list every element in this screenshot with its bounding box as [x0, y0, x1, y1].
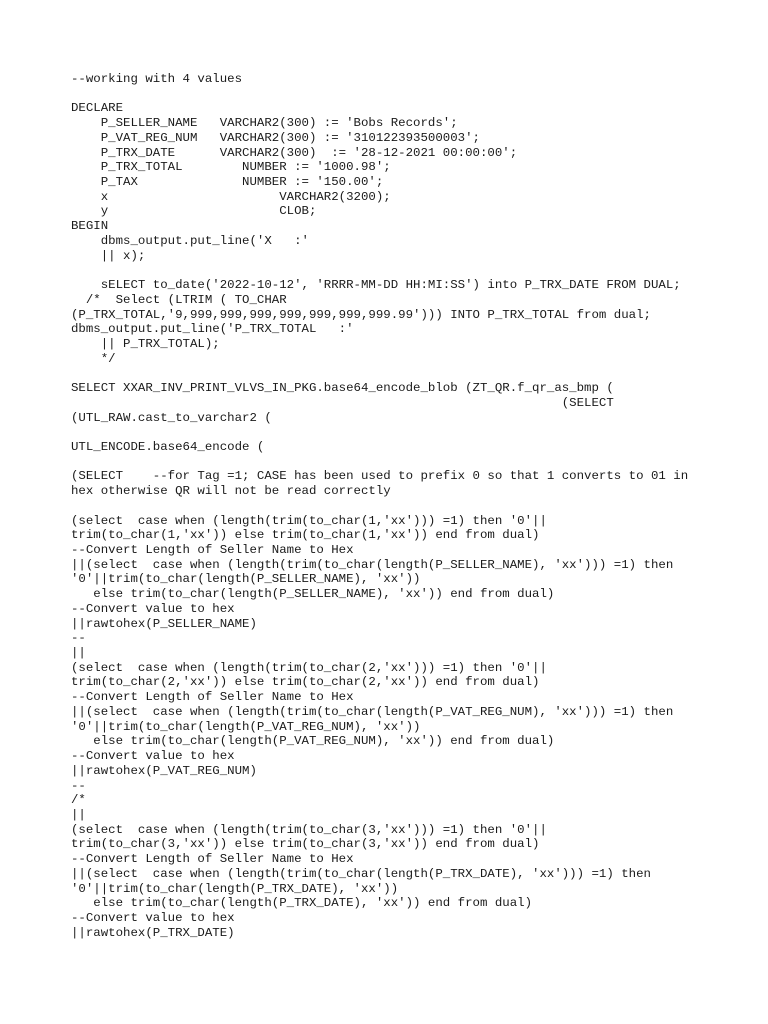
code-line: hex otherwise QR will not be read correctly — [71, 484, 391, 499]
code-line: /* Select (LTRIM ( TO_CHAR — [71, 292, 287, 307]
code-line — [71, 87, 751, 102]
code-line: dbms_output.put_line('X :' — [71, 233, 309, 248]
code-line: (P_TRX_TOTAL,'9,999,999,999,999,999,999,999.99'))) INTO P_TRX_TOTAL from dual; — [71, 307, 651, 322]
code-line: (SELECT — [71, 395, 614, 410]
code-line: else trim(to_char(length(P_TRX_DATE), 'xx')) end from dual) — [71, 896, 533, 911]
code-line: P_TRX_TOTAL NUMBER := '1000.98'; — [71, 160, 391, 175]
code-line: --Convert value to hex — [71, 910, 235, 925]
code-line — [71, 455, 751, 470]
code-line: -- — [71, 778, 86, 793]
code-line: || x); — [71, 248, 146, 263]
code-line: || — [71, 646, 86, 661]
code-line: trim(to_char(1,'xx')) else trim(to_char(1,'xx')) end from dual) — [71, 528, 540, 543]
code-line: DECLARE — [71, 101, 124, 116]
code-line: dbms_output.put_line('P_TRX_TOTAL :' — [71, 322, 354, 337]
code-line: x VARCHAR2(3200); — [71, 189, 391, 204]
code-line: P_VAT_REG_NUM VARCHAR2(300) := '310122393500003'; — [71, 130, 480, 145]
code-line: '0'||trim(to_char(length(P_TRX_DATE), 'xx')) — [71, 881, 399, 896]
code-line: --working with 4 values — [71, 72, 243, 86]
code-line: trim(to_char(2,'xx')) else trim(to_char(2,'xx')) end from dual) — [71, 675, 540, 690]
code-line: (select case when (length(trim(to_char(3,'xx'))) =1) then '0'|| — [71, 822, 547, 837]
code-line: '0'||trim(to_char(length(P_SELLER_NAME), 'xx')) — [71, 572, 421, 587]
code-line: P_SELLER_NAME VARCHAR2(300) := 'Bobs Records'; — [71, 116, 458, 131]
code-line: --Convert Length of Seller Name to Hex — [71, 543, 354, 557]
code-line: ||rawtohex(P_SELLER_NAME) — [71, 616, 257, 631]
code-line: --Convert Length of Seller Name to Hex — [71, 690, 354, 705]
code-line: (select case when (length(trim(to_char(2,'xx'))) =1) then '0'|| — [71, 660, 547, 675]
code-line: (SELECT --for Tag =1; CASE has been used to prefix 0 so that 1 converts to 01 in — [71, 469, 689, 484]
code-line: -- — [71, 631, 86, 646]
code-line: (UTL_RAW.cast_to_varchar2 ( — [71, 410, 272, 425]
code-line: sELECT to_date('2022-10-12', 'RRRR-MM-DD HH:MI:SS') into P_TRX_DATE FROM DUAL; — [71, 278, 681, 293]
code-line — [71, 263, 751, 278]
code-line — [71, 499, 751, 514]
code-line: ||(select case when (length(trim(to_char(length(P_VAT_REG_NUM), 'xx'))) =1) then — [71, 704, 674, 719]
code-line: '0'||trim(to_char(length(P_VAT_REG_NUM), 'xx')) — [71, 719, 421, 734]
code-line: ||rawtohex(P_VAT_REG_NUM) — [71, 763, 257, 778]
code-line: BEGIN — [71, 219, 109, 234]
code-line: SELECT XXAR_INV_PRINT_VLVS_IN_PKG.base64_encode_blob (ZT_QR.f_qr_as_bmp ( — [71, 381, 614, 396]
code-line: (select case when (length(trim(to_char(1,'xx'))) =1) then '0'|| — [71, 513, 547, 528]
code-line: */ — [71, 351, 116, 366]
code-line: --Convert value to hex — [71, 749, 235, 764]
sql-code-block — [71, 72, 751, 940]
code-line: UTL_ENCODE.base64_encode ( — [71, 439, 265, 454]
code-line: --Convert value to hex — [71, 601, 235, 616]
code-line — [71, 425, 751, 440]
code-line: P_TRX_DATE VARCHAR2(300) := '28-12-2021 00:00:00'; — [71, 145, 518, 160]
code-line: || P_TRX_TOTAL); — [71, 336, 220, 351]
code-line: ||(select case when (length(trim(to_char(length(P_SELLER_NAME), 'xx'))) =1) then — [71, 557, 674, 572]
code-line: trim(to_char(3,'xx')) else trim(to_char(3,'xx')) end from dual) — [71, 837, 540, 852]
code-line: /* — [71, 793, 86, 808]
code-line: else trim(to_char(length(P_VAT_REG_NUM), 'xx')) end from dual) — [71, 734, 555, 749]
code-line — [71, 366, 751, 381]
code-line: --Convert Length of Seller Name to Hex — [71, 852, 354, 867]
code-line: || — [71, 807, 86, 822]
code-line: y CLOB; — [71, 204, 317, 219]
code-line: P_TAX NUMBER := '150.00'; — [71, 175, 384, 190]
code-line: else trim(to_char(length(P_SELLER_NAME), 'xx')) end from dual) — [71, 587, 555, 602]
code-line: ||(select case when (length(trim(to_char(length(P_TRX_DATE), 'xx'))) =1) then — [71, 866, 651, 881]
code-line: ||rawtohex(P_TRX_DATE) — [71, 925, 235, 940]
